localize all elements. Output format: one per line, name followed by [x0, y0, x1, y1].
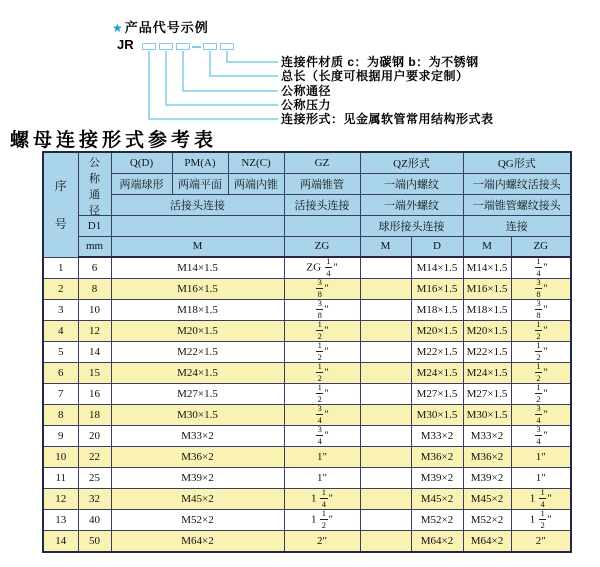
col-header-dn: 公 称 通 径: [78, 152, 111, 215]
unit-mm: mm: [78, 236, 111, 257]
desc-qg: 一端内螺纹活接头: [463, 173, 571, 194]
cell-qg-zg: 1 $\frac{1}{4}$ ": [511, 489, 571, 510]
cell-gz: 1": [284, 468, 360, 489]
cell-qg-zg: 1": [511, 468, 571, 489]
cell-qz-d: M22×1.5: [411, 342, 463, 363]
cell-qz-d: M24×1.5: [411, 363, 463, 384]
table-row: [43, 447, 571, 468]
cell-seq: 4: [43, 321, 78, 342]
header-row-1: [43, 152, 571, 173]
cell-qz-d: M39×2: [411, 468, 463, 489]
cell-qg-m: M33×2: [463, 426, 511, 447]
cell-qz-d: M20×1.5: [411, 321, 463, 342]
cell-m: M16×1.5: [111, 279, 284, 300]
desc2-left: 活接头连接: [111, 194, 284, 215]
unit-qz-m: M: [360, 236, 411, 257]
cell-qz-m: [360, 300, 411, 321]
cell-qz-d: M33×2: [411, 426, 463, 447]
cell-dn: 14: [78, 342, 111, 363]
table-row: [43, 363, 571, 384]
cell-qz-m: [360, 510, 411, 531]
desc2-qz: 一端外螺纹: [360, 194, 463, 215]
cell-dn: 8: [78, 279, 111, 300]
col-header-pm: PM(A): [172, 152, 228, 173]
cell-qz-d: M14×1.5: [411, 257, 463, 279]
cell-gz: $\frac{3}{8}$ ": [284, 279, 360, 300]
cell-gz: $\frac{3}{4}$ ": [284, 426, 360, 447]
cell-qz-m: [360, 447, 411, 468]
unit-qg-zg: ZG: [511, 236, 571, 257]
cell-m: M36×2: [111, 447, 284, 468]
cell-qg-m: M64×2: [463, 531, 511, 552]
col-header-seq: 序 号: [43, 152, 78, 257]
cell-m: M18×1.5: [111, 300, 284, 321]
table-row: [43, 510, 571, 531]
empty-cell: [284, 215, 360, 236]
desc-qz: 一端内螺纹: [360, 173, 463, 194]
cell-m: M22×1.5: [111, 342, 284, 363]
cell-seq: 3: [43, 300, 78, 321]
col-header-qz: QZ形式: [360, 152, 463, 173]
cell-qz-m: [360, 257, 411, 279]
table-row: [43, 405, 571, 426]
cell-dn: 22: [78, 447, 111, 468]
cell-dn: 12: [78, 321, 111, 342]
cell-gz: $\frac{1}{2}$ ": [284, 342, 360, 363]
cell-qg-m: M52×2: [463, 510, 511, 531]
cell-qg-m: M30×1.5: [463, 405, 511, 426]
cell-qg-m: M16×1.5: [463, 279, 511, 300]
cell-qz-m: [360, 342, 411, 363]
cell-qg-zg: 1": [511, 447, 571, 468]
cell-qg-m: M27×1.5: [463, 384, 511, 405]
cell-seq: 14: [43, 531, 78, 552]
table-row: [43, 342, 571, 363]
cell-dn: 10: [78, 300, 111, 321]
star-icon: ★: [112, 21, 124, 35]
cell-qz-d: M45×2: [411, 489, 463, 510]
desc-gz: 两端锥管: [284, 173, 360, 194]
table-row: [43, 279, 571, 300]
cell-qz-m: [360, 279, 411, 300]
cell-qz-m: [360, 468, 411, 489]
cell-m: M14×1.5: [111, 257, 284, 279]
cell-qz-d: M36×2: [411, 447, 463, 468]
cell-dn: 50: [78, 531, 111, 552]
cell-m: M33×2: [111, 426, 284, 447]
cell-qg-zg: $\frac{1}{2}$ ": [511, 321, 571, 342]
cell-qz-d: M52×2: [411, 510, 463, 531]
cell-m: M30×1.5: [111, 405, 284, 426]
product-code-diagram: [0, 0, 600, 130]
desc-pm: 两端平面: [172, 173, 228, 194]
cell-gz: $\frac{1}{2}$ ": [284, 384, 360, 405]
cell-qz-d: M30×1.5: [411, 405, 463, 426]
cell-seq: 8: [43, 405, 78, 426]
cell-qz-m: [360, 321, 411, 342]
table-title: 螺母连接形式参考表: [10, 129, 218, 151]
cell-qg-m: M22×1.5: [463, 342, 511, 363]
cell-m: M39×2: [111, 468, 284, 489]
cell-qg-m: M45×2: [463, 489, 511, 510]
cell-qg-zg: $\frac{1}{2}$ ": [511, 363, 571, 384]
cell-seq: 6: [43, 363, 78, 384]
cell-qz-m: [360, 363, 411, 384]
cell-m: M52×2: [111, 510, 284, 531]
cell-dn: 25: [78, 468, 111, 489]
cell-dn: 18: [78, 405, 111, 426]
cell-qg-zg: $\frac{1}{2}$ ": [511, 342, 571, 363]
table-row: [43, 300, 571, 321]
cell-dn: 6: [78, 257, 111, 279]
header-row-2: [43, 173, 571, 194]
header-row-units: [43, 236, 571, 257]
cell-qz-m: [360, 489, 411, 510]
cell-seq: 12: [43, 489, 78, 510]
desc2-gz: 活接头连接: [284, 194, 360, 215]
desc3-qz: 球形接头连接: [360, 215, 463, 236]
header-row-3: [43, 194, 571, 215]
col-header-q: Q(D): [111, 152, 172, 173]
cell-m: M20×1.5: [111, 321, 284, 342]
cell-qg-zg: $\frac{3}{8}$ ": [511, 300, 571, 321]
label-total-length: 总长（长度可根据用户要求定制）: [281, 69, 469, 83]
unit-qz-d: D: [411, 236, 463, 257]
label-connector-material: 连接件材质 c：为碳钢 b：为不锈钢: [281, 55, 479, 69]
diagram-title-text: 产品代号示例: [124, 20, 209, 35]
cell-seq: 2: [43, 279, 78, 300]
cell-seq: 11: [43, 468, 78, 489]
cell-qg-zg: $\frac{3}{8}$ ": [511, 279, 571, 300]
cell-gz: ZG $\frac{1}{4}$ ": [284, 257, 360, 279]
cell-seq: 1: [43, 257, 78, 279]
table-row: [43, 531, 571, 552]
cell-gz: 1": [284, 447, 360, 468]
cell-gz: 1 $\frac{1}{4}$ ": [284, 489, 360, 510]
cell-m: M27×1.5: [111, 384, 284, 405]
cell-dn: 15: [78, 363, 111, 384]
table-row: [43, 384, 571, 405]
cell-seq: 10: [43, 447, 78, 468]
cell-gz: 1 $\frac{1}{2}$ ": [284, 510, 360, 531]
cell-qg-zg: 1 $\frac{1}{2}$ ": [511, 510, 571, 531]
cell-gz: $\frac{1}{2}$ ": [284, 321, 360, 342]
cell-seq: 7: [43, 384, 78, 405]
desc3-qg: 连接: [463, 215, 571, 236]
cell-qz-m: [360, 426, 411, 447]
cell-qz-d: M16×1.5: [411, 279, 463, 300]
cell-gz: $\frac{1}{2}$ ": [284, 363, 360, 384]
cell-dn: 16: [78, 384, 111, 405]
cell-qz-m: [360, 531, 411, 552]
table-body: [43, 257, 571, 552]
cell-qg-m: M18×1.5: [463, 300, 511, 321]
desc-nz: 两端内锥: [228, 173, 284, 194]
label-nominal-diameter: 公称通径: [281, 84, 332, 98]
desc-q: 两端球形: [111, 173, 172, 194]
table-row: [43, 489, 571, 510]
cell-qg-zg: $\frac{3}{4}$ ": [511, 405, 571, 426]
table-row: [43, 468, 571, 489]
cell-gz: 2": [284, 531, 360, 552]
table-row: [43, 426, 571, 447]
cell-seq: 13: [43, 510, 78, 531]
cell-dn: 20: [78, 426, 111, 447]
cell-qg-zg: $\frac{1}{4}$ ": [511, 257, 571, 279]
cell-qg-m: M24×1.5: [463, 363, 511, 384]
desc2-qg: 一端锥管螺纹接头: [463, 194, 571, 215]
cell-qg-zg: 2": [511, 531, 571, 552]
cell-qz-d: M64×2: [411, 531, 463, 552]
cell-qg-m: M39×2: [463, 468, 511, 489]
cell-seq: 5: [43, 342, 78, 363]
cell-qz-d: M27×1.5: [411, 384, 463, 405]
empty-cell: [111, 215, 284, 236]
nut-connection-table: [42, 151, 572, 553]
cell-m: M45×2: [111, 489, 284, 510]
cell-qz-m: [360, 405, 411, 426]
cell-m: M64×2: [111, 531, 284, 552]
cell-qz-m: [360, 384, 411, 405]
cell-qz-d: M18×1.5: [411, 300, 463, 321]
cell-gz: $\frac{3}{8}$ ": [284, 300, 360, 321]
cell-gz: $\frac{3}{4}$ ": [284, 405, 360, 426]
cell-qg-m: M14×1.5: [463, 257, 511, 279]
col-header-qg: QG形式: [463, 152, 571, 173]
product-code-prefix: JR: [117, 37, 134, 52]
cell-qg-m: M20×1.5: [463, 321, 511, 342]
cell-dn: 40: [78, 510, 111, 531]
d1-label: D1: [78, 215, 111, 236]
col-header-gz: GZ: [284, 152, 360, 173]
table-row: [43, 257, 571, 279]
cell-qg-m: M36×2: [463, 447, 511, 468]
unit-zg: ZG: [284, 236, 360, 257]
unit-m: M: [111, 236, 284, 257]
cell-seq: 9: [43, 426, 78, 447]
label-nominal-pressure: 公称压力: [281, 98, 332, 112]
cell-qg-zg: $\frac{3}{4}$ ": [511, 426, 571, 447]
cell-m: M24×1.5: [111, 363, 284, 384]
unit-qg-m: M: [463, 236, 511, 257]
col-header-nz: NZ(C): [228, 152, 284, 173]
table-row: [43, 321, 571, 342]
cell-dn: 32: [78, 489, 111, 510]
cell-qg-zg: $\frac{1}{2}$ ": [511, 384, 571, 405]
header-row-4: [43, 215, 571, 236]
label-connection-form: 连接形式：见金属软管常用结构形式表: [281, 112, 494, 126]
